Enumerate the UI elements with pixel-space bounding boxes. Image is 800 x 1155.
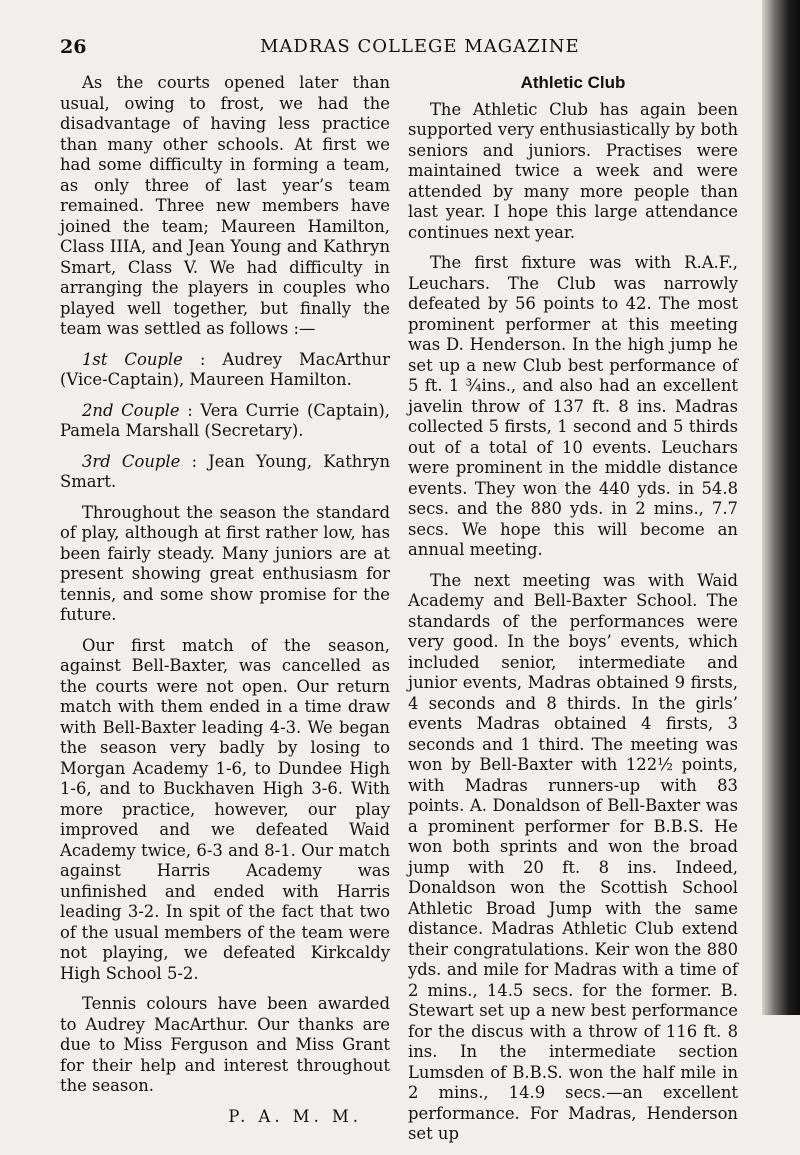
first-couple (60, 350, 390, 391)
signature-initials: P. A. M. M. (228, 1106, 362, 1126)
tennis-paragraph-4: Tennis colours have been awarded to Audrey MacArthur. Our thanks are due to Miss Ferguson and Miss Grant for their help and interest throughout the season. (60, 994, 390, 1095)
athletic-paragraph-3: The next meeting was with Waid Academy and Bell-Baxter School. The standards of the performances were very good. In the boys’ events, which included senior, intermediate and junior events, Madras obtained 9 firsts, 4 seconds and 8 thirds. In the girls’ events Madras obtained 4 firsts, 3 seconds and 1 third. The meeting was won by Bell-Baxter with 122½ points, with Madras runners-up with 83 points. A. Donaldson of Bell-Baxter was a prominent performer for B.B.S. He won both sprints and won the broad jump with 20 ft. 8 ins. Indeed, Donaldson won the Scottish School Athletic Broad Jump with the same distance. Madras Athletic Club extend their congratulations. Keir won the 880 yds. and mile for Madras with a time of 2 mins., 14.5 secs. for the former. B. Stewart set up a new best performance for the discus with a throw of 116 ft. 8 ins. In the intermediate section Lumsden of B.B.S. won the half mile in 2 mins., 14.9 secs.—an excellent performance. For Madras, Henderson set up (408, 570, 738, 1143)
tennis-paragraph-1: As the courts opened later than usual, owing to frost, we had the disadvantage of having less practice than many other schools. At first we had some difficulty in forming a team, as only three of last year’s team remained. Three new members have joined the team; Maureen Hamilton, Class IIIA, and Jean Young and Kathryn Smart, Class V. We had difficulty in arranging the players in couples who played well together, but finally the team was settled as follows :— (60, 73, 390, 338)
third-couple-label: 3rd Couple (82, 451, 181, 471)
page-header (60, 36, 760, 62)
athletic-paragraph-2: The first fixture was with R.A.F., Leuchars. The Club was narrowly defeated by 56 points to 42. The most prominent performer at this meeting was D. Henderson. In the high jump he set up a new Club best performance of 5 ft. 1 ¾ins., and also had an excellent javelin throw of 137 ft. 8 ins. Madras collected 5 firsts, 1 second and 5 thirds out of a total of 10 events. Leuchars were prominent in the middle distance events. They won the 440 yds. in 54.8 secs. and the 880 yds. in 2 mins., 7.7 secs. We hope this will become an annual meeting. (408, 253, 738, 559)
page-binding-edge (762, 0, 800, 1015)
section-heading: Athletic Club (520, 73, 626, 92)
first-couple-text: : Audrey MacArthur (Vice-Captain), Maureen Hamilton. (60, 349, 390, 389)
tennis-paragraph-3: Our first match of the season, against Bell-Baxter, was cancelled as the courts were not open. Our return match with them ended in a time draw with Bell-Baxter leading 4-3. We began the season very badly by losing to Morgan Academy 1-6, to Dundee High 1-6, and to Buckhaven High 3-6. With more practice, however, our play improved and we defeated Waid Academy twice, 6-3 and 8-1. Our match against Harris Academy was unfinished and ended with Harris leading 3-2. In spit of the fact that two of the usual members of the team were not playing, we defeated Kirkcaldy High School 5-2. (60, 635, 390, 983)
first-couple-label: 1st Couple (82, 349, 183, 369)
tennis-paragraph-2: Throughout the season the standard of play, although at first rather low, has been fairly steady. Many juniors are at present showing great enthusiasm for tennis, and some show promise for the future. (60, 502, 390, 624)
second-couple-label: 2nd Couple (82, 400, 180, 420)
second-couple (60, 401, 390, 442)
third-couple (60, 452, 390, 493)
left-column (60, 73, 390, 1127)
athletic-paragraph-1: The Athletic Club has again been supported very enthusiastically by both seniors and juniors. Practises were maintained twice a week and were attended by many more people than last year. I hope this large attendance continues next year. (408, 99, 738, 242)
right-column (408, 73, 738, 1155)
page-number: 26 (60, 36, 87, 58)
second-couple-text: : Vera Currie (Captain), Pamela Marshall (Secretary). (60, 400, 390, 440)
running-head: MADRAS COLLEGE MAGAZINE (260, 36, 580, 57)
third-couple-text: : Jean Young, Kathryn Smart. (60, 451, 390, 491)
